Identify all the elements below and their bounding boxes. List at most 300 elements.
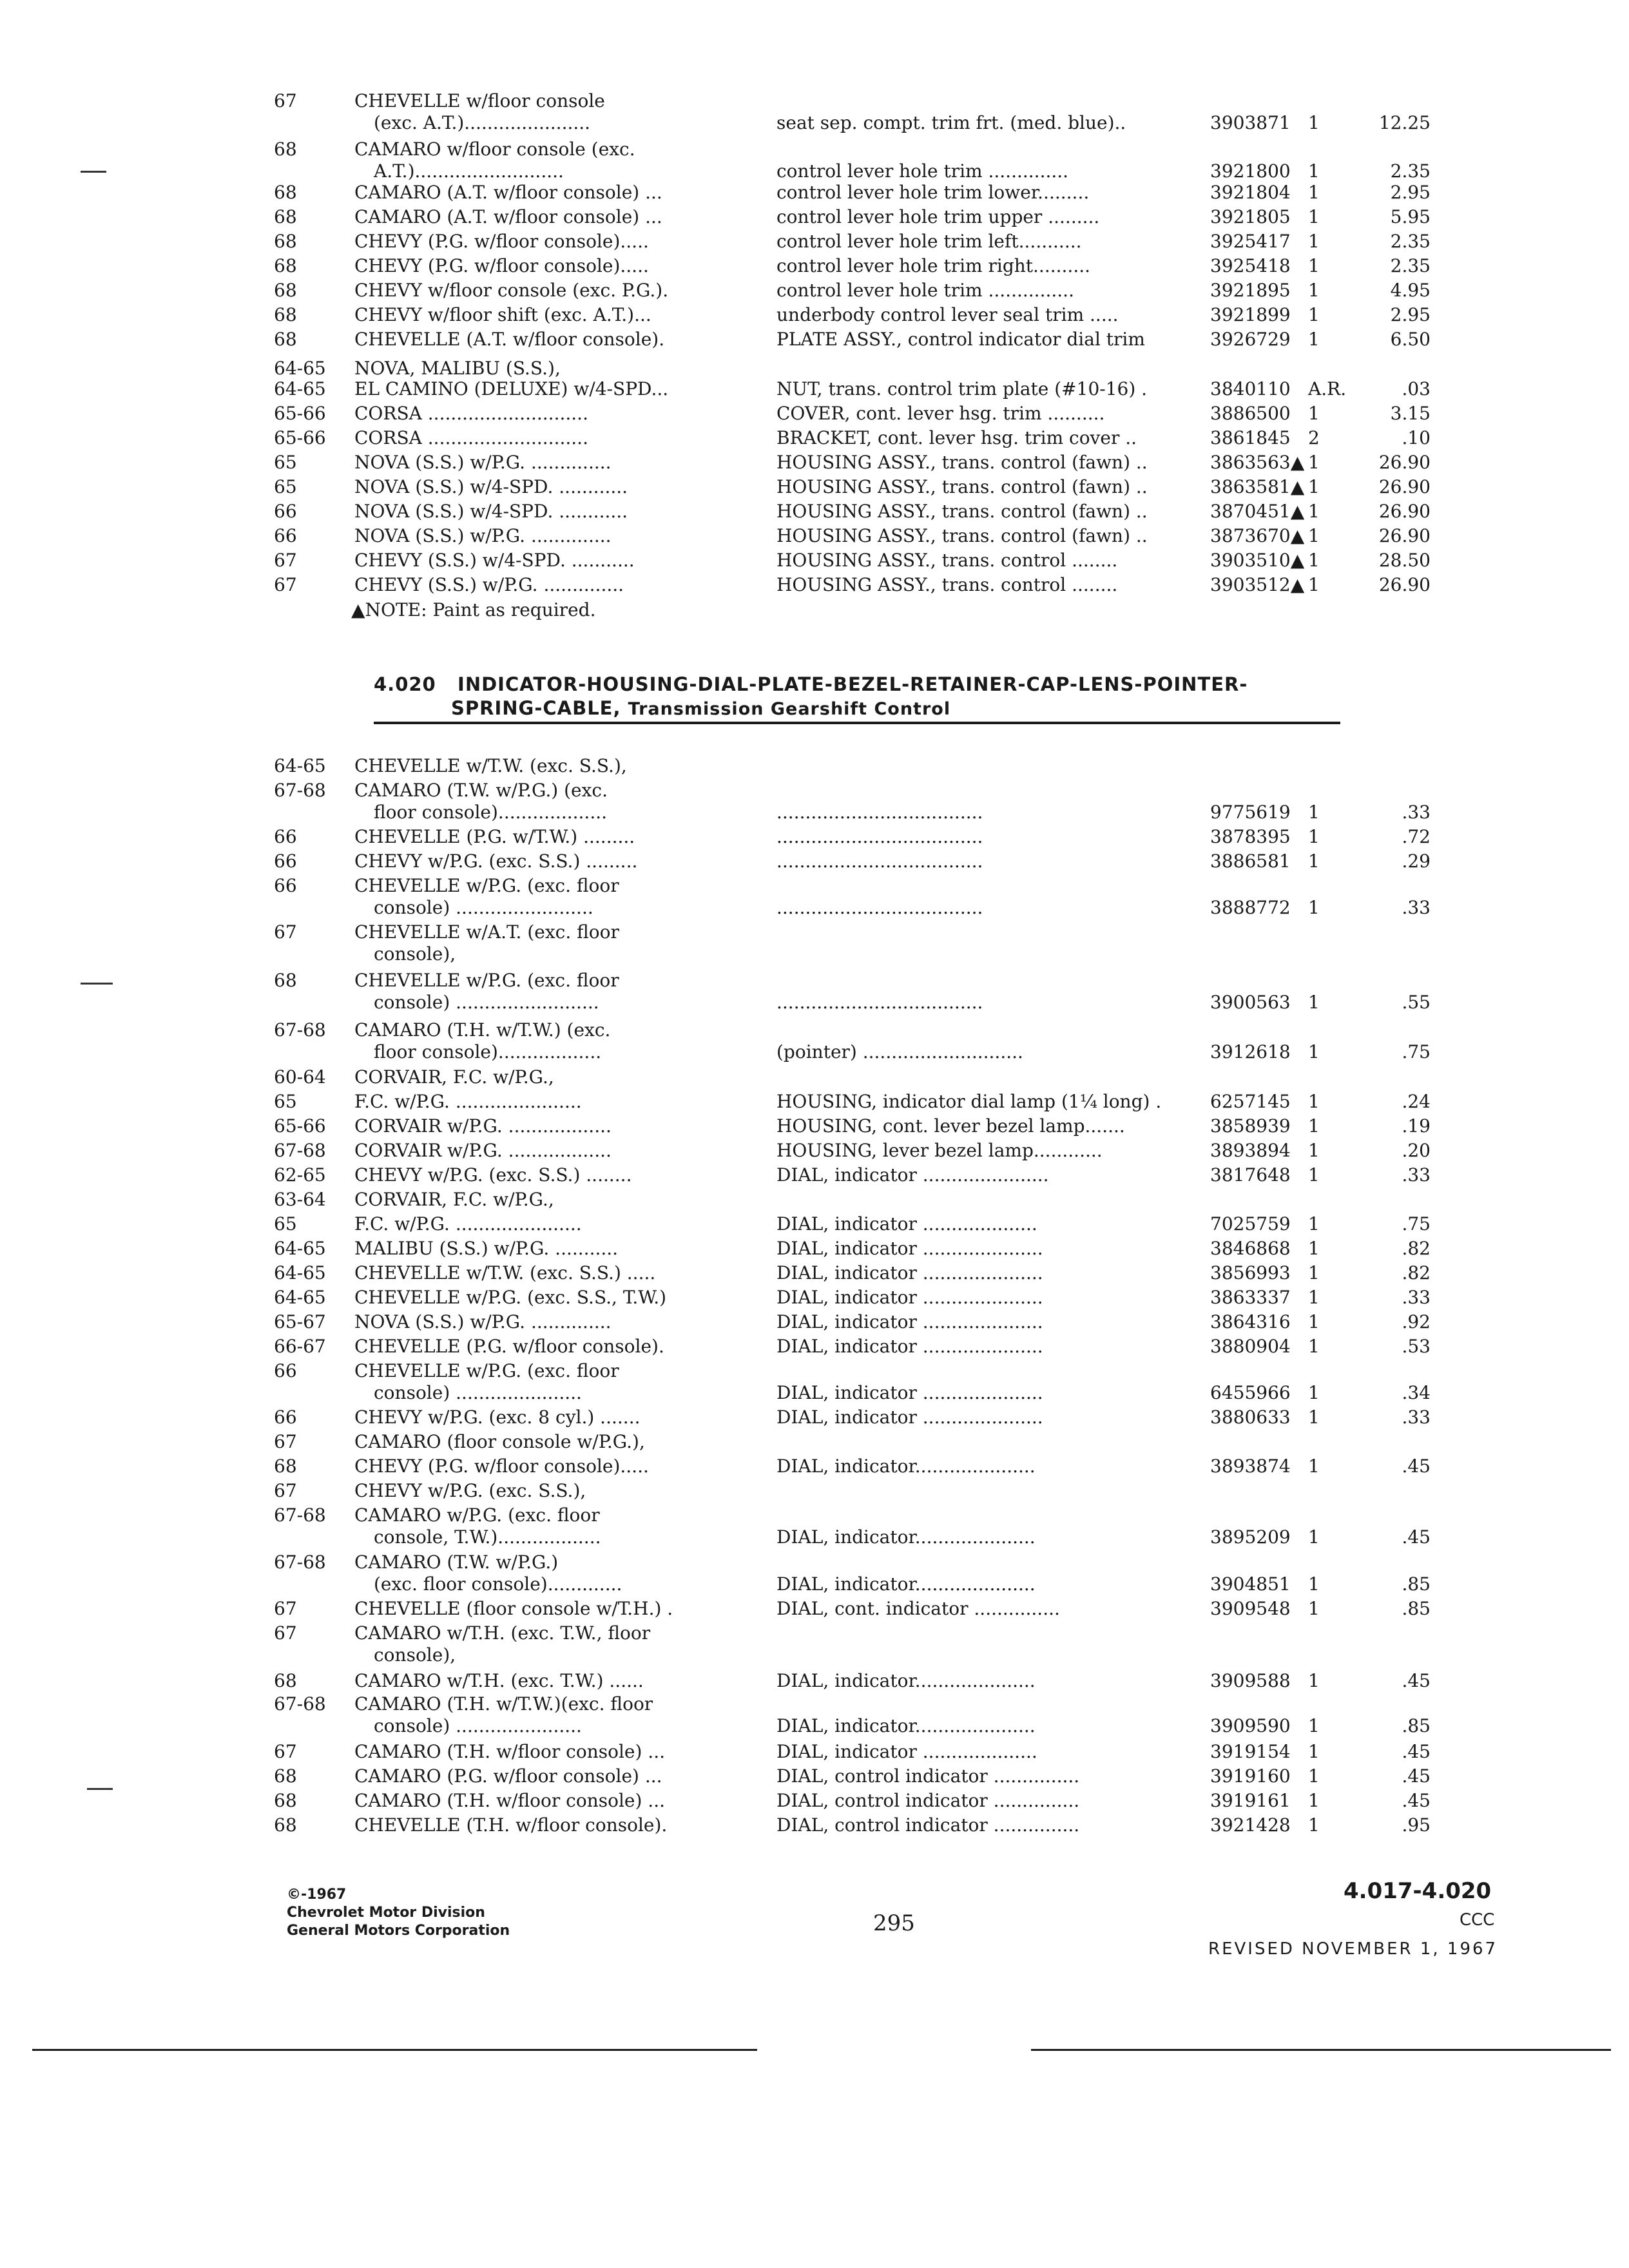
- section-title-2: SPRING-CABLE,: [451, 697, 621, 719]
- part-cell: 3817648: [1210, 1164, 1291, 1186]
- price-cell: .33: [1402, 1407, 1431, 1428]
- price-cell: .19: [1402, 1115, 1431, 1137]
- price-cell: .03: [1402, 378, 1431, 399]
- desc-cell: NUT, trans. control trim plate (#10-16) .: [776, 378, 1148, 399]
- price-cell: .45: [1402, 1670, 1431, 1691]
- model-cell: CHEVY w/P.G. (exc. S.S.),: [354, 1480, 586, 1501]
- part-cell: 3909590: [1210, 1715, 1291, 1736]
- qty-cell: 1: [1308, 112, 1320, 133]
- model-cell: NOVA, MALIBU (S.S.),: [354, 358, 561, 379]
- model-cell: NOVA (S.S.) w/4-SPD. ............: [354, 476, 628, 497]
- year-cell: 67-68: [274, 1504, 326, 1526]
- qty-cell: 1: [1308, 1456, 1320, 1477]
- price-cell: .72: [1402, 826, 1431, 847]
- model-cell: CHEVY (P.G. w/floor console).....: [354, 255, 649, 276]
- part-cell: 3904851: [1210, 1573, 1291, 1595]
- year-cell: 68: [274, 1456, 297, 1477]
- model-cell: CHEVY w/P.G. (exc. 8 cyl.) .......: [354, 1407, 641, 1428]
- desc-cell: DIAL, indicator ....................: [776, 1213, 1037, 1235]
- desc-cell: HOUSING ASSY., trans. control (fawn) ..: [776, 476, 1148, 497]
- qty-cell: 1: [1308, 1382, 1320, 1403]
- year-cell: 67-68: [274, 1140, 326, 1161]
- price-cell: 26.90: [1378, 501, 1431, 522]
- price-cell: .45: [1402, 1526, 1431, 1548]
- price-cell: 26.90: [1378, 476, 1431, 497]
- price-cell: 4.95: [1390, 280, 1431, 301]
- model-cell: CORVAIR w/P.G. ..................: [354, 1140, 612, 1161]
- model-cont-cell: console) ........................: [374, 897, 593, 918]
- year-cell: 68: [274, 139, 297, 160]
- price-cell: 2.35: [1390, 160, 1431, 182]
- desc-cell: control lever hole trim ...............: [776, 280, 1074, 301]
- model-cell: NOVA (S.S.) w/P.G. ..............: [354, 525, 612, 546]
- desc-cell: HOUSING ASSY., trans. control (fawn) ..: [776, 452, 1148, 473]
- qty-cell: 1: [1308, 403, 1320, 424]
- year-cell: 67-68: [274, 780, 326, 801]
- qty-cell: 1: [1308, 1091, 1320, 1112]
- model-cell: CAMARO (P.G. w/floor console) ...: [354, 1765, 662, 1787]
- year-cell: 67: [274, 574, 297, 595]
- bottom-rule-left: [32, 2049, 757, 2051]
- part-cell: 3870451▲: [1210, 501, 1305, 522]
- corporation: General Motors Corporation: [287, 1923, 510, 1939]
- desc-cell: HOUSING, lever bezel lamp............: [776, 1140, 1103, 1161]
- price-cell: .10: [1402, 427, 1431, 448]
- model-cell: CHEVELLE (floor console w/T.H.) .: [354, 1598, 673, 1619]
- desc-cell: DIAL, indicator ......................: [776, 1164, 1049, 1186]
- desc-cell: seat sep. compt. trim frt. (med. blue)..: [776, 112, 1126, 133]
- desc-cell: ....................................: [776, 802, 983, 823]
- part-cell: 3893874: [1210, 1456, 1291, 1477]
- model-cell: CHEVELLE w/P.G. (exc. floor: [354, 970, 619, 991]
- desc-cell: DIAL, indicator .....................: [776, 1262, 1043, 1283]
- price-cell: 28.50: [1378, 550, 1431, 571]
- desc-cell: control lever hole trim right..........: [776, 255, 1091, 276]
- price-cell: .33: [1402, 802, 1431, 823]
- model-cell: CAMARO (T.H. w/T.W.)(exc. floor: [354, 1693, 653, 1715]
- model-cont-cell: (exc. A.T.)......................: [374, 112, 591, 133]
- part-cell: 3919160: [1210, 1765, 1291, 1787]
- part-cell: 3861845: [1210, 427, 1291, 448]
- margin-mark: [81, 983, 113, 985]
- year-cell: 65: [274, 476, 297, 497]
- part-cell: 3900563: [1210, 992, 1291, 1013]
- year-cell: 67-68: [274, 1019, 326, 1041]
- model-cell: CAMARO (floor console w/P.G.),: [354, 1431, 645, 1452]
- qty-cell: 1: [1308, 1715, 1320, 1736]
- copyright: ©-1967: [287, 1887, 347, 1903]
- price-cell: .20: [1402, 1140, 1431, 1161]
- desc-cell: HOUSING ASSY., trans. control ........: [776, 574, 1118, 595]
- model-cell: CHEVY w/P.G. (exc. S.S.) .........: [354, 850, 638, 872]
- year-cell: 66: [274, 850, 297, 872]
- part-cell: 3903871: [1210, 112, 1291, 133]
- price-cell: .45: [1402, 1765, 1431, 1787]
- year-cell: 67: [274, 550, 297, 571]
- model-cell: CAMARO w/P.G. (exc. floor: [354, 1504, 600, 1526]
- page-number: 295: [873, 1910, 915, 1936]
- qty-cell: 1: [1308, 550, 1320, 571]
- desc-cell: (pointer) ............................: [776, 1041, 1023, 1062]
- price-cell: .29: [1402, 850, 1431, 872]
- desc-cell: DIAL, indicator.....................: [776, 1573, 1036, 1595]
- part-cell: 3909588: [1210, 1670, 1291, 1691]
- part-cell: 3878395: [1210, 826, 1291, 847]
- part-cell: 3921800: [1210, 160, 1291, 182]
- qty-cell: 1: [1308, 182, 1320, 203]
- section-header-line2: [451, 697, 950, 719]
- part-cell: 3921895: [1210, 280, 1291, 301]
- year-cell: 68: [274, 206, 297, 227]
- part-cell: 3863563▲: [1210, 452, 1305, 473]
- year-cell: 67: [274, 921, 297, 943]
- model-cont-cell: (exc. floor console).............: [374, 1573, 622, 1595]
- part-cell: 3921804: [1210, 182, 1291, 203]
- desc-cell: ....................................: [776, 850, 983, 872]
- year-cell: 66: [274, 525, 297, 546]
- part-cell: 7025759: [1210, 1213, 1291, 1235]
- qty-cell: 1: [1308, 1164, 1320, 1186]
- section-title: INDICATOR-HOUSING-DIAL-PLATE-BEZEL-RETAINER-CAP-LENS-POINTER-: [458, 673, 1248, 695]
- model-cont-cell: floor console)...................: [374, 802, 608, 823]
- model-cell: CHEVELLE w/T.W. (exc. S.S.) .....: [354, 1262, 656, 1283]
- model-cont-cell: console, T.W.)..................: [374, 1526, 601, 1548]
- revised-date: REVISED NOVEMBER 1, 1967: [1208, 1939, 1498, 1959]
- price-cell: .55: [1402, 992, 1431, 1013]
- part-cell: 3925417: [1210, 231, 1291, 252]
- price-cell: 6.50: [1390, 329, 1431, 350]
- model-cont-cell: floor console)..................: [374, 1041, 602, 1062]
- model-cont-cell: console) ......................: [374, 1382, 582, 1403]
- qty-cell: 1: [1308, 1526, 1320, 1548]
- year-cell: 67: [274, 1741, 297, 1762]
- model-cell: F.C. w/P.G. ......................: [354, 1213, 582, 1235]
- year-cell: 65-67: [274, 1311, 326, 1332]
- desc-cell: BRACKET, cont. lever hsg. trim cover ..: [776, 427, 1137, 448]
- price-cell: 2.95: [1390, 182, 1431, 203]
- part-cell: 6257145: [1210, 1091, 1291, 1112]
- year-cell: 66: [274, 826, 297, 847]
- model-cell: CAMARO w/floor console (exc.: [354, 139, 635, 160]
- qty-cell: 1: [1308, 280, 1320, 301]
- price-cell: .82: [1402, 1238, 1431, 1259]
- desc-cell: control lever hole trim left...........: [776, 231, 1082, 252]
- price-cell: .45: [1402, 1741, 1431, 1762]
- qty-cell: 1: [1308, 329, 1320, 350]
- qty-cell: 1: [1308, 231, 1320, 252]
- qty-cell: 1: [1308, 1407, 1320, 1428]
- qty-cell: 1: [1308, 850, 1320, 872]
- price-cell: .75: [1402, 1213, 1431, 1235]
- desc-cell: DIAL, control indicator ...............: [776, 1790, 1080, 1811]
- model-cell: CAMARO w/T.H. (exc. T.W.) ......: [354, 1670, 644, 1691]
- desc-cell: COVER, cont. lever hsg. trim ..........: [776, 403, 1105, 424]
- year-cell: 64-65: [274, 1238, 326, 1259]
- section-range: 4.017-4.020: [1344, 1878, 1492, 1904]
- qty-cell: 1: [1308, 1670, 1320, 1691]
- year-cell: 68: [274, 1765, 297, 1787]
- price-cell: .33: [1402, 1164, 1431, 1186]
- model-cell: CHEVELLE w/A.T. (exc. floor: [354, 921, 619, 943]
- part-cell: 3864316: [1210, 1311, 1291, 1332]
- desc-cell: HOUSING, cont. lever bezel lamp.......: [776, 1115, 1125, 1137]
- desc-cell: ....................................: [776, 826, 983, 847]
- model-cell: CHEVY w/P.G. (exc. S.S.) ........: [354, 1164, 632, 1186]
- part-cell: 3873670▲: [1210, 525, 1305, 546]
- year-cell: 60-64: [274, 1066, 326, 1088]
- qty-cell: 2: [1308, 427, 1320, 448]
- part-cell: 9775619: [1210, 802, 1291, 823]
- qty-cell: 1: [1308, 574, 1320, 595]
- model-cell: CHEVY (S.S.) w/4-SPD. ...........: [354, 550, 635, 571]
- price-cell: .45: [1402, 1790, 1431, 1811]
- price-cell: .92: [1402, 1311, 1431, 1332]
- part-cell: 3921805: [1210, 206, 1291, 227]
- part-cell: 3886500: [1210, 403, 1291, 424]
- qty-cell: 1: [1308, 1041, 1320, 1062]
- model-cell: NOVA (S.S.) w/P.G. ..............: [354, 452, 612, 473]
- year-cell: 63-64: [274, 1189, 326, 1210]
- desc-cell: DIAL, indicator.....................: [776, 1670, 1036, 1691]
- desc-cell: HOUSING ASSY., trans. control (fawn) ..: [776, 501, 1148, 522]
- price-cell: 26.90: [1378, 452, 1431, 473]
- price-cell: .85: [1402, 1573, 1431, 1595]
- qty-cell: 1: [1308, 1741, 1320, 1762]
- part-cell: 3912618: [1210, 1041, 1291, 1062]
- part-cell: 3893894: [1210, 1140, 1291, 1161]
- price-cell: .24: [1402, 1091, 1431, 1112]
- section-subtitle: Transmission Gearshift Control: [628, 699, 951, 719]
- desc-cell: DIAL, indicator.....................: [776, 1715, 1036, 1736]
- qty-cell: 1: [1308, 304, 1320, 325]
- section-number: 4.020: [374, 673, 436, 695]
- part-cell: 6455966: [1210, 1382, 1291, 1403]
- qty-cell: 1: [1308, 160, 1320, 182]
- price-cell: 3.15: [1390, 403, 1431, 424]
- model-cell: CAMARO (T.W. w/P.G.): [354, 1552, 559, 1573]
- year-cell: 66-67: [274, 1336, 326, 1357]
- price-cell: .75: [1402, 1041, 1431, 1062]
- model-cell: CAMARO (A.T. w/floor console) ...: [354, 206, 662, 227]
- price-cell: 26.90: [1378, 525, 1431, 546]
- year-cell: 64-65: [274, 755, 326, 776]
- year-cell: 68: [274, 304, 297, 325]
- desc-cell: DIAL, indicator .....................: [776, 1382, 1043, 1403]
- qty-cell: 1: [1308, 1287, 1320, 1308]
- year-cell: 62-65: [274, 1164, 326, 1186]
- desc-cell: DIAL, indicator.....................: [776, 1526, 1036, 1548]
- price-cell: .33: [1402, 897, 1431, 918]
- qty-cell: 1: [1308, 255, 1320, 276]
- year-cell: 67: [274, 1622, 297, 1644]
- price-cell: .85: [1402, 1598, 1431, 1619]
- price-cell: 5.95: [1390, 206, 1431, 227]
- year-cell: 68: [274, 231, 297, 252]
- year-cell: 66: [274, 1407, 297, 1428]
- model-cell: CHEVY w/floor shift (exc. A.T.)...: [354, 304, 651, 325]
- year-cell: 65-66: [274, 403, 326, 424]
- desc-cell: DIAL, indicator.....................: [776, 1456, 1036, 1477]
- year-cell: 66: [274, 1360, 297, 1381]
- year-cell: 68: [274, 182, 297, 203]
- qty-cell: 1: [1308, 1213, 1320, 1235]
- model-cell: CAMARO (T.H. w/floor console) ...: [354, 1741, 666, 1762]
- desc-cell: DIAL, control indicator ...............: [776, 1765, 1080, 1787]
- desc-cell: DIAL, indicator .....................: [776, 1287, 1043, 1308]
- part-cell: 3863581▲: [1210, 476, 1305, 497]
- price-cell: .85: [1402, 1715, 1431, 1736]
- year-cell: 67-68: [274, 1552, 326, 1573]
- desc-cell: HOUSING ASSY., trans. control ........: [776, 550, 1118, 571]
- qty-cell: 1: [1308, 1238, 1320, 1259]
- model-cell: CORSA ............................: [354, 403, 588, 424]
- model-cell: CORVAIR w/P.G. ..................: [354, 1115, 612, 1137]
- part-cell: 3880904: [1210, 1336, 1291, 1357]
- year-cell: 64-65: [274, 1287, 326, 1308]
- qty-cell: 1: [1308, 1573, 1320, 1595]
- model-cell: CHEVY w/floor console (exc. P.G.).: [354, 280, 669, 301]
- part-cell: 3880633: [1210, 1407, 1291, 1428]
- paint-note: ▲NOTE: Paint as required.: [351, 599, 596, 620]
- model-cell: CHEVELLE w/P.G. (exc. floor: [354, 1360, 619, 1381]
- price-cell: 26.90: [1378, 574, 1431, 595]
- part-cell: 3886581: [1210, 850, 1291, 872]
- year-cell: 64-65: [274, 378, 326, 399]
- price-cell: 2.95: [1390, 304, 1431, 325]
- model-cell: CAMARO (T.W. w/P.G.) (exc.: [354, 780, 608, 801]
- model-cont-cell: A.T.)..........................: [374, 160, 564, 182]
- desc-cell: DIAL, control indicator ...............: [776, 1814, 1080, 1836]
- qty-cell: 1: [1308, 826, 1320, 847]
- desc-cell: DIAL, cont. indicator ...............: [776, 1598, 1060, 1619]
- part-cell: 3895209: [1210, 1526, 1291, 1548]
- qty-cell: 1: [1308, 1115, 1320, 1137]
- part-cell: 3919161: [1210, 1790, 1291, 1811]
- year-cell: 68: [274, 280, 297, 301]
- year-cell: 68: [274, 329, 297, 350]
- price-cell: 2.35: [1390, 255, 1431, 276]
- model-cell: CHEVY (P.G. w/floor console).....: [354, 231, 649, 252]
- qty-cell: 1: [1308, 802, 1320, 823]
- year-cell: 67: [274, 1480, 297, 1501]
- qty-cell: 1: [1308, 1311, 1320, 1332]
- model-cell: CORVAIR, F.C. w/P.G.,: [354, 1189, 554, 1210]
- desc-cell: DIAL, indicator .....................: [776, 1336, 1043, 1357]
- part-cell: 3921899: [1210, 304, 1291, 325]
- margin-mark: [81, 171, 106, 173]
- desc-cell: ....................................: [776, 992, 983, 1013]
- desc-cell: underbody control lever seal trim .....: [776, 304, 1119, 325]
- model-cell: CAMARO w/T.H. (exc. T.W., floor: [354, 1622, 651, 1644]
- model-cell: CORVAIR, F.C. w/P.G.,: [354, 1066, 554, 1088]
- desc-cell: control lever hole trim ..............: [776, 160, 1069, 182]
- qty-cell: 1: [1308, 452, 1320, 473]
- price-cell: .34: [1402, 1382, 1431, 1403]
- model-cont-cell: console) .........................: [374, 992, 599, 1013]
- year-cell: 68: [274, 1814, 297, 1836]
- model-cell: CHEVELLE (A.T. w/floor console).: [354, 329, 665, 350]
- desc-cell: HOUSING ASSY., trans. control (fawn) ..: [776, 525, 1148, 546]
- model-cell: CAMARO (A.T. w/floor console) ...: [354, 182, 662, 203]
- qty-cell: 1: [1308, 1598, 1320, 1619]
- year-cell: 64-65: [274, 358, 326, 379]
- part-cell: 3858939: [1210, 1115, 1291, 1137]
- price-cell: .53: [1402, 1336, 1431, 1357]
- desc-cell: DIAL, indicator .....................: [776, 1407, 1043, 1428]
- qty-cell: 1: [1308, 1765, 1320, 1787]
- year-cell: 64-65: [274, 1262, 326, 1283]
- part-cell: 3846868: [1210, 1238, 1291, 1259]
- qty-cell: 1: [1308, 206, 1320, 227]
- model-cell: MALIBU (S.S.) w/P.G. ...........: [354, 1238, 619, 1259]
- qty-cell: 1: [1308, 1262, 1320, 1283]
- model-cell: CAMARO (T.H. w/floor console) ...: [354, 1790, 666, 1811]
- model-cell: CORSA ............................: [354, 427, 588, 448]
- qty-cell: 1: [1308, 476, 1320, 497]
- year-cell: 65-66: [274, 427, 326, 448]
- year-cell: 68: [274, 970, 297, 991]
- qty-cell: 1: [1308, 501, 1320, 522]
- qty-cell: 1: [1308, 1140, 1320, 1161]
- qty-cell: 1: [1308, 525, 1320, 546]
- model-cell: CHEVELLE w/P.G. (exc. floor: [354, 875, 619, 896]
- year-cell: 67: [274, 1598, 297, 1619]
- model-cont-cell: console) ......................: [374, 1715, 582, 1736]
- model-cell: NOVA (S.S.) w/P.G. ..............: [354, 1311, 612, 1332]
- price-cell: .33: [1402, 1287, 1431, 1308]
- year-cell: 68: [274, 255, 297, 276]
- desc-cell: DIAL, indicator .....................: [776, 1311, 1043, 1332]
- year-cell: 67: [274, 90, 297, 111]
- desc-cell: control lever hole trim lower.........: [776, 182, 1090, 203]
- model-cell: CHEVELLE w/floor console: [354, 90, 605, 111]
- year-cell: 65: [274, 1213, 297, 1235]
- part-cell: 3921428: [1210, 1814, 1291, 1836]
- model-cell: CHEVY (S.S.) w/P.G. ..............: [354, 574, 624, 595]
- model-cont-cell: console),: [374, 1644, 456, 1666]
- price-cell: .45: [1402, 1456, 1431, 1477]
- year-cell: 65: [274, 452, 297, 473]
- part-cell: 3909548: [1210, 1598, 1291, 1619]
- price-cell: .95: [1402, 1814, 1431, 1836]
- year-cell: 65: [274, 1091, 297, 1112]
- desc-cell: ....................................: [776, 897, 983, 918]
- year-cell: 66: [274, 501, 297, 522]
- qty-cell: 1: [1308, 1814, 1320, 1836]
- qty-cell: 1: [1308, 992, 1320, 1013]
- part-cell: 3863337: [1210, 1287, 1291, 1308]
- price-cell: .82: [1402, 1262, 1431, 1283]
- division: Chevrolet Motor Division: [287, 1905, 485, 1921]
- model-cont-cell: console),: [374, 943, 456, 965]
- part-cell: 3925418: [1210, 255, 1291, 276]
- section-header: [374, 673, 1248, 695]
- part-cell: 3840110: [1210, 378, 1291, 399]
- desc-cell: DIAL, indicator ....................: [776, 1741, 1037, 1762]
- margin-mark: [87, 1788, 113, 1790]
- part-cell: 3903510▲: [1210, 550, 1305, 571]
- part-cell: 3919154: [1210, 1741, 1291, 1762]
- qty-cell: 1: [1308, 1790, 1320, 1811]
- qty-cell: 1: [1308, 1336, 1320, 1357]
- year-cell: 67-68: [274, 1693, 326, 1715]
- model-cell: CAMARO (T.H. w/T.W.) (exc.: [354, 1019, 611, 1041]
- year-cell: 66: [274, 875, 297, 896]
- model-cell: EL CAMINO (DELUXE) w/4-SPD...: [354, 378, 669, 399]
- part-cell: 3888772: [1210, 897, 1291, 918]
- model-cell: F.C. w/P.G. ......................: [354, 1091, 582, 1112]
- code: CCC: [1460, 1910, 1495, 1930]
